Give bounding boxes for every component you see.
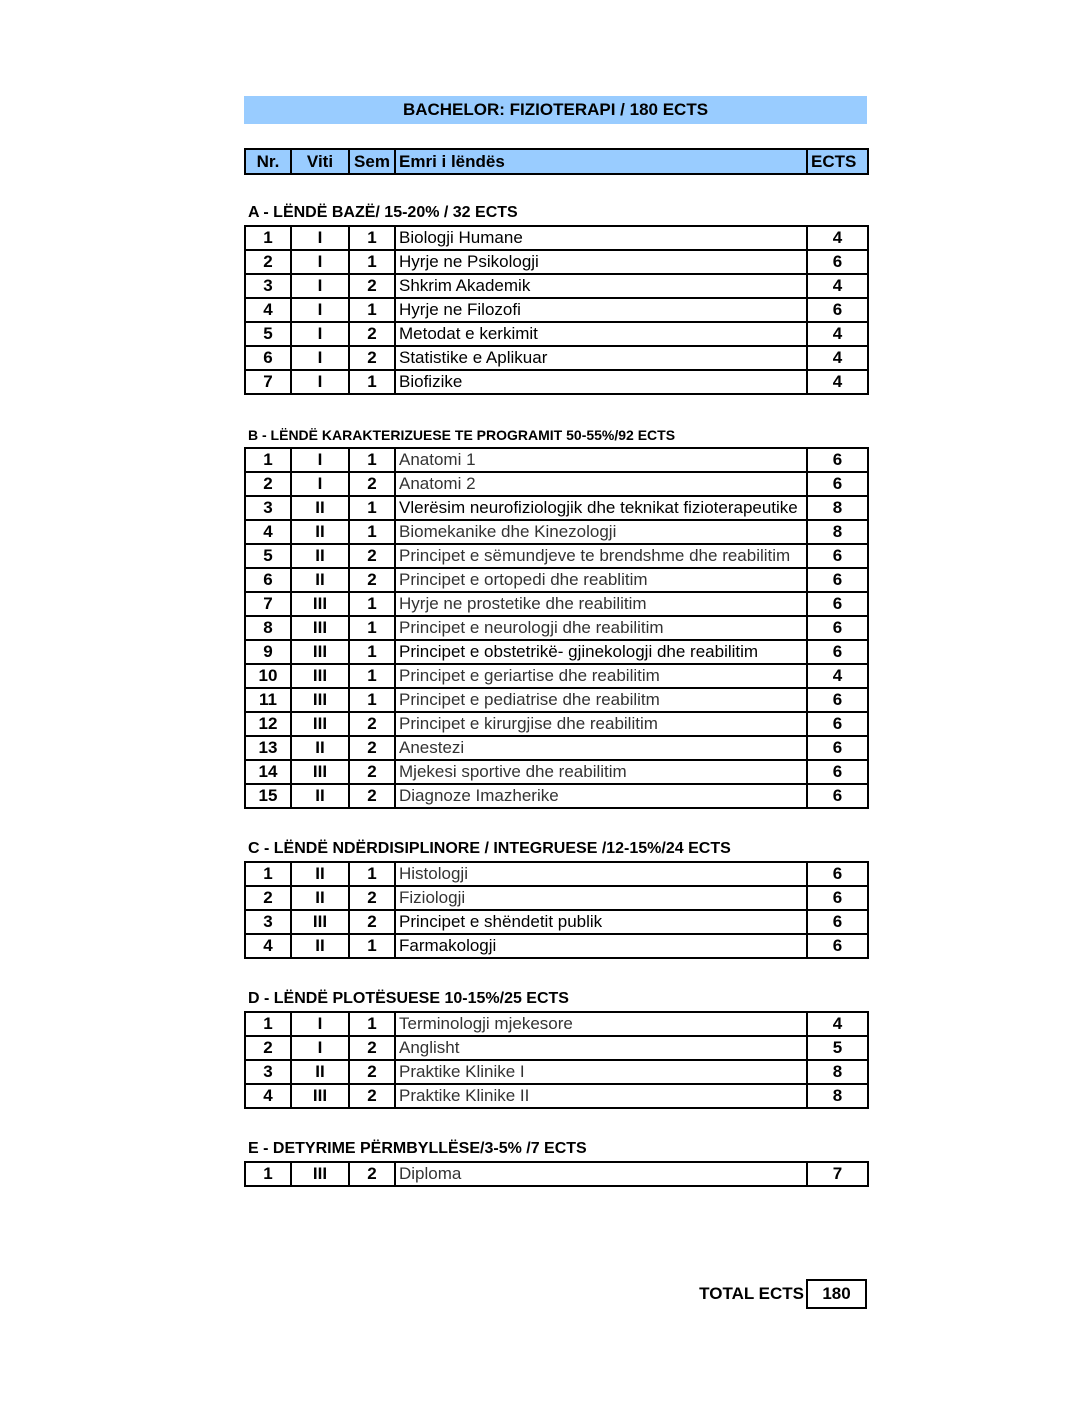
row-sem: 2 bbox=[349, 322, 395, 346]
row-sem: 2 bbox=[349, 712, 395, 736]
row-ects: 6 bbox=[807, 712, 868, 736]
row-ects: 6 bbox=[807, 862, 868, 886]
row-nr: 4 bbox=[245, 934, 291, 958]
row-viti: III bbox=[291, 760, 349, 784]
row-nr: 2 bbox=[245, 250, 291, 274]
row-course-name: Metodat e kerkimit bbox=[395, 322, 807, 346]
row-nr: 3 bbox=[245, 910, 291, 934]
row-course-name: Principet e kirurgjise dhe reabilitim bbox=[395, 712, 807, 736]
row-ects: 6 bbox=[807, 736, 868, 760]
row-sem: 1 bbox=[349, 298, 395, 322]
row-course-name: Praktike Klinike I bbox=[395, 1060, 807, 1084]
row-ects: 6 bbox=[807, 688, 868, 712]
row-ects: 8 bbox=[807, 520, 868, 544]
row-ects: 4 bbox=[807, 226, 868, 250]
row-course-name: Diagnoze Imazherike bbox=[395, 784, 807, 808]
row-nr: 12 bbox=[245, 712, 291, 736]
row-course-name: Histologji bbox=[395, 862, 807, 886]
table-row bbox=[245, 640, 868, 664]
row-nr: 5 bbox=[245, 322, 291, 346]
row-ects: 4 bbox=[807, 274, 868, 298]
table-row bbox=[245, 886, 868, 910]
row-course-name: Anatomi 2 bbox=[395, 472, 807, 496]
course-table bbox=[244, 447, 869, 809]
row-nr: 13 bbox=[245, 736, 291, 760]
row-course-name: Anatomi 1 bbox=[395, 448, 807, 472]
table-row bbox=[245, 520, 868, 544]
table-row bbox=[245, 274, 868, 298]
row-viti: I bbox=[291, 1012, 349, 1036]
total-value: 180 bbox=[806, 1279, 867, 1309]
row-nr: 2 bbox=[245, 886, 291, 910]
row-viti: I bbox=[291, 250, 349, 274]
table-row bbox=[245, 298, 868, 322]
row-ects: 5 bbox=[807, 1036, 868, 1060]
table-row bbox=[245, 712, 868, 736]
row-nr: 15 bbox=[245, 784, 291, 808]
row-sem: 1 bbox=[349, 862, 395, 886]
table-row bbox=[245, 370, 868, 394]
row-viti: I bbox=[291, 298, 349, 322]
row-nr: 11 bbox=[245, 688, 291, 712]
row-sem: 1 bbox=[349, 1012, 395, 1036]
row-viti: II bbox=[291, 934, 349, 958]
row-nr: 3 bbox=[245, 1060, 291, 1084]
row-sem: 2 bbox=[349, 1036, 395, 1060]
row-ects: 6 bbox=[807, 448, 868, 472]
row-course-name: Hyrje ne prostetike dhe reabilitim bbox=[395, 592, 807, 616]
program-title: BACHELOR: FIZIOTERAPI / 180 ECTS bbox=[244, 96, 867, 124]
row-course-name: Hyrje ne Filozofi bbox=[395, 298, 807, 322]
column-header-row bbox=[245, 149, 868, 174]
row-nr: 14 bbox=[245, 760, 291, 784]
row-nr: 3 bbox=[245, 274, 291, 298]
row-sem: 1 bbox=[349, 496, 395, 520]
row-course-name: Principet e obstetrikë- gjinekologji dhe reabilitim bbox=[395, 640, 807, 664]
table-row bbox=[245, 496, 868, 520]
total-label: TOTAL ECTS bbox=[699, 1284, 804, 1303]
table-row bbox=[245, 760, 868, 784]
row-nr: 7 bbox=[245, 370, 291, 394]
row-sem: 2 bbox=[349, 1060, 395, 1084]
table-row bbox=[245, 784, 868, 808]
row-sem: 1 bbox=[349, 664, 395, 688]
row-course-name: Diploma bbox=[395, 1162, 807, 1186]
row-nr: 6 bbox=[245, 346, 291, 370]
row-viti: I bbox=[291, 1036, 349, 1060]
row-sem: 1 bbox=[349, 370, 395, 394]
row-ects: 6 bbox=[807, 472, 868, 496]
table-row bbox=[245, 592, 868, 616]
row-nr: 1 bbox=[245, 1162, 291, 1186]
table-row bbox=[245, 1036, 868, 1060]
row-ects: 4 bbox=[807, 370, 868, 394]
row-viti: III bbox=[291, 910, 349, 934]
row-viti: II bbox=[291, 736, 349, 760]
row-nr: 1 bbox=[245, 862, 291, 886]
total-ects bbox=[244, 1279, 867, 1309]
row-nr: 4 bbox=[245, 1084, 291, 1108]
row-sem: 1 bbox=[349, 592, 395, 616]
table-row bbox=[245, 1012, 868, 1036]
table-row bbox=[245, 544, 868, 568]
course-table bbox=[244, 1161, 869, 1187]
header-viti: Viti bbox=[291, 149, 349, 174]
table-row bbox=[245, 688, 868, 712]
row-sem: 1 bbox=[349, 616, 395, 640]
row-course-name: Biofizike bbox=[395, 370, 807, 394]
row-ects: 6 bbox=[807, 886, 868, 910]
row-nr: 2 bbox=[245, 1036, 291, 1060]
row-ects: 4 bbox=[807, 322, 868, 346]
row-ects: 6 bbox=[807, 910, 868, 934]
row-ects: 4 bbox=[807, 1012, 868, 1036]
row-ects: 8 bbox=[807, 1060, 868, 1084]
row-viti: I bbox=[291, 274, 349, 298]
row-sem: 1 bbox=[349, 520, 395, 544]
row-viti: I bbox=[291, 472, 349, 496]
row-sem: 2 bbox=[349, 1162, 395, 1186]
row-sem: 2 bbox=[349, 472, 395, 496]
row-nr: 1 bbox=[245, 1012, 291, 1036]
table-row bbox=[245, 250, 868, 274]
row-course-name: Principet e pediatrise dhe reabilitm bbox=[395, 688, 807, 712]
row-sem: 2 bbox=[349, 544, 395, 568]
table-row bbox=[245, 910, 868, 934]
table-row bbox=[245, 934, 868, 958]
row-ects: 4 bbox=[807, 346, 868, 370]
row-sem: 2 bbox=[349, 886, 395, 910]
row-viti: III bbox=[291, 1162, 349, 1186]
row-viti: III bbox=[291, 1084, 349, 1108]
header-nr: Nr. bbox=[245, 149, 291, 174]
section-title: C - LËNDË NDËRDISIPLINORE / INTEGRUESE /12-15%/24 ECTS bbox=[248, 840, 731, 857]
table-row bbox=[245, 1084, 868, 1108]
row-viti: I bbox=[291, 370, 349, 394]
row-sem: 2 bbox=[349, 784, 395, 808]
row-course-name: Mjekesi sportive dhe reabilitim bbox=[395, 760, 807, 784]
row-sem: 1 bbox=[349, 934, 395, 958]
section-title: A - LËNDË BAZË/ 15-20% / 32 ECTS bbox=[248, 204, 518, 221]
row-ects: 4 bbox=[807, 664, 868, 688]
row-viti: I bbox=[291, 322, 349, 346]
table-row bbox=[245, 1060, 868, 1084]
row-viti: II bbox=[291, 496, 349, 520]
row-viti: III bbox=[291, 640, 349, 664]
row-sem: 2 bbox=[349, 568, 395, 592]
row-sem: 2 bbox=[349, 274, 395, 298]
row-nr: 8 bbox=[245, 616, 291, 640]
row-viti: II bbox=[291, 886, 349, 910]
row-ects: 6 bbox=[807, 592, 868, 616]
row-viti: II bbox=[291, 1060, 349, 1084]
table-row bbox=[245, 736, 868, 760]
course-table bbox=[244, 225, 869, 395]
row-course-name: Biologji Humane bbox=[395, 226, 807, 250]
row-course-name: Anglisht bbox=[395, 1036, 807, 1060]
row-ects: 6 bbox=[807, 934, 868, 958]
row-course-name: Terminologji mjekesore bbox=[395, 1012, 807, 1036]
row-ects: 6 bbox=[807, 616, 868, 640]
row-viti: III bbox=[291, 592, 349, 616]
row-course-name: Biomekanike dhe Kinezologji bbox=[395, 520, 807, 544]
row-viti: I bbox=[291, 448, 349, 472]
row-viti: III bbox=[291, 712, 349, 736]
row-ects: 6 bbox=[807, 640, 868, 664]
row-sem: 2 bbox=[349, 910, 395, 934]
header-name: Emri i lëndës bbox=[395, 149, 807, 174]
table-row bbox=[245, 1162, 868, 1186]
row-ects: 6 bbox=[807, 760, 868, 784]
row-sem: 2 bbox=[349, 1084, 395, 1108]
row-nr: 1 bbox=[245, 448, 291, 472]
table-row bbox=[245, 568, 868, 592]
row-course-name: Praktike Klinike II bbox=[395, 1084, 807, 1108]
column-header-table bbox=[244, 148, 869, 175]
row-nr: 4 bbox=[245, 298, 291, 322]
course-table bbox=[244, 1011, 869, 1109]
table-row bbox=[245, 448, 868, 472]
row-course-name: Principet e shëndetit publik bbox=[395, 910, 807, 934]
row-nr: 10 bbox=[245, 664, 291, 688]
row-course-name: Statistike e Aplikuar bbox=[395, 346, 807, 370]
row-nr: 7 bbox=[245, 592, 291, 616]
row-ects: 6 bbox=[807, 544, 868, 568]
row-sem: 1 bbox=[349, 640, 395, 664]
row-viti: III bbox=[291, 664, 349, 688]
section-title: D - LËNDË PLOTËSUESE 10-15%/25 ECTS bbox=[248, 990, 569, 1007]
row-nr: 3 bbox=[245, 496, 291, 520]
course-table bbox=[244, 861, 869, 959]
row-course-name: Farmakologji bbox=[395, 934, 807, 958]
row-viti: II bbox=[291, 862, 349, 886]
row-viti: II bbox=[291, 784, 349, 808]
row-ects: 6 bbox=[807, 250, 868, 274]
row-course-name: Hyrje ne Psikologji bbox=[395, 250, 807, 274]
curriculum-document bbox=[244, 96, 867, 1187]
row-viti: I bbox=[291, 346, 349, 370]
row-sem: 2 bbox=[349, 760, 395, 784]
row-sem: 1 bbox=[349, 226, 395, 250]
row-nr: 2 bbox=[245, 472, 291, 496]
row-sem: 1 bbox=[349, 688, 395, 712]
row-viti: II bbox=[291, 520, 349, 544]
row-nr: 6 bbox=[245, 568, 291, 592]
table-row bbox=[245, 346, 868, 370]
section-title: B - LËNDË KARAKTERIZUESE TE PROGRAMIT 50-55%/92 ECTS bbox=[248, 427, 676, 443]
row-viti: I bbox=[291, 226, 349, 250]
row-ects: 8 bbox=[807, 496, 868, 520]
table-row bbox=[245, 664, 868, 688]
sections-container bbox=[244, 203, 867, 1187]
row-ects: 8 bbox=[807, 1084, 868, 1108]
row-viti: III bbox=[291, 616, 349, 640]
section-title: E - DETYRIME PËRMBYLLËSE/3-5% /7 ECTS bbox=[248, 1140, 587, 1157]
row-viti: II bbox=[291, 568, 349, 592]
table-row bbox=[245, 862, 868, 886]
header-sem: Sem bbox=[349, 149, 395, 174]
row-course-name: Fiziologji bbox=[395, 886, 807, 910]
row-course-name: Principet e ortopedi dhe reablitim bbox=[395, 568, 807, 592]
row-viti: II bbox=[291, 544, 349, 568]
table-row bbox=[245, 226, 868, 250]
row-sem: 2 bbox=[349, 346, 395, 370]
row-course-name: Anestezi bbox=[395, 736, 807, 760]
row-sem: 1 bbox=[349, 250, 395, 274]
row-ects: 6 bbox=[807, 568, 868, 592]
row-course-name: Principet e geriartise dhe reabilitim bbox=[395, 664, 807, 688]
row-viti: III bbox=[291, 688, 349, 712]
row-nr: 4 bbox=[245, 520, 291, 544]
header-ects: ECTS bbox=[807, 149, 868, 174]
table-row bbox=[245, 616, 868, 640]
row-nr: 5 bbox=[245, 544, 291, 568]
row-nr: 1 bbox=[245, 226, 291, 250]
row-nr: 9 bbox=[245, 640, 291, 664]
row-ects: 7 bbox=[807, 1162, 868, 1186]
table-row bbox=[245, 322, 868, 346]
row-ects: 6 bbox=[807, 784, 868, 808]
row-course-name: Vlerësim neurofiziologjik dhe teknikat fizioterapeutike bbox=[395, 496, 807, 520]
row-course-name: Shkrim Akademik bbox=[395, 274, 807, 298]
table-row bbox=[245, 472, 868, 496]
row-ects: 6 bbox=[807, 298, 868, 322]
row-course-name: Principet e sëmundjeve te brendshme dhe reabilitim bbox=[395, 544, 807, 568]
row-sem: 2 bbox=[349, 736, 395, 760]
row-course-name: Principet e neurologji dhe reabilitim bbox=[395, 616, 807, 640]
row-sem: 1 bbox=[349, 448, 395, 472]
